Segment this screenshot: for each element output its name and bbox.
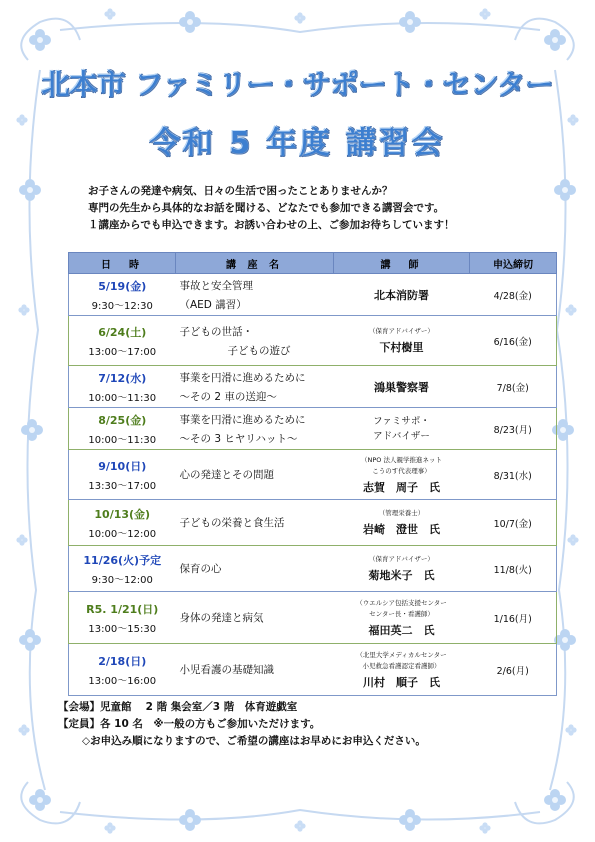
lecturer-cell: [334, 500, 470, 546]
date-label: 8/25(金): [98, 413, 147, 427]
course-title: 子どもの世話・: [179, 325, 253, 338]
lecturer-name: 下村樹里: [379, 341, 424, 354]
header-datetime: 日 時: [69, 253, 176, 274]
course-cell: [175, 316, 333, 366]
intro-line: １講座からでも申込できます。お誘い合わせの上、ご参加お待ちしています！: [88, 219, 455, 231]
date-cell: [69, 450, 176, 500]
header-lecturer: 講 師: [334, 253, 470, 274]
lecturer-name: 川村 順子 氏: [362, 675, 440, 689]
date-label: 5/19(金): [98, 279, 147, 293]
deadline-cell: 10/7(金): [469, 500, 556, 546]
time-label: 13:00～17:00: [88, 346, 157, 358]
deadline-cell: 7/8(金): [469, 366, 556, 408]
lecturer-name: 志賀 周子 氏: [362, 480, 440, 494]
date-cell: [69, 644, 176, 696]
lecturer-cell: [334, 316, 470, 366]
date-cell: [69, 500, 176, 546]
lecturer-affiliation: （保育アドバイザー）: [369, 555, 434, 563]
lecturer-cell: [334, 366, 470, 408]
date-cell: [69, 408, 176, 450]
lecturer-affiliation: （管理栄養士）: [378, 509, 425, 517]
date-label: 11/26(火)予定: [83, 553, 162, 567]
date-cell: [69, 274, 176, 316]
table-row: [69, 366, 557, 408]
table-header-row: [69, 253, 557, 274]
lecturer-cell: [334, 408, 470, 450]
date-label: R5. 1/21(日): [86, 602, 159, 616]
time-label: 13:00～15:30: [88, 623, 157, 635]
course-title: 子どもの栄養と食生活: [179, 517, 285, 529]
date-label: 6/24(土): [98, 325, 147, 339]
table-row: [69, 274, 557, 316]
deadline-cell: 8/23(月): [469, 408, 556, 450]
table-row: [69, 450, 557, 500]
footer-info: [58, 699, 426, 750]
intro-line: 専門の先生から具体的なお話を聞ける、どなたでも参加できる講習会です。: [88, 202, 445, 214]
deadline-cell: 4/28(金): [469, 274, 556, 316]
date-label: 10/13(金): [94, 507, 151, 521]
intro-line: お子さんの発達や病気、日々の生活で困ったことありませんか？: [88, 185, 393, 197]
lecturer-cell: [334, 450, 470, 500]
lecturer-cell: [334, 274, 470, 316]
course-subtitle: （AED 講習）: [179, 298, 247, 311]
course-title: 小児看護の基礎知識: [179, 664, 274, 676]
lecturer-affiliation-2: センター長・看護師）: [369, 609, 434, 618]
table-row: [69, 408, 557, 450]
lecturer-name: 鴻巣警察署: [373, 380, 429, 394]
course-cell: [175, 366, 333, 408]
table-row: [69, 500, 557, 546]
schedule-table: [68, 252, 557, 696]
table-row: [69, 592, 557, 644]
date-cell: [69, 366, 176, 408]
deadline-cell: 6/16(金): [469, 316, 556, 366]
lecturer-cell: [334, 546, 470, 592]
lecturer-name: 北本消防署: [373, 288, 429, 302]
course-title: 心の発達とその問題: [179, 469, 274, 481]
course-subtitle: ～その 3 ヒヤリハット～: [179, 432, 298, 445]
note-text: ◇お申込み順になりますので、ご希望の講座はお早めにお申込ください。: [82, 735, 426, 747]
time-label: 10:00～11:30: [88, 392, 157, 404]
date-cell: [69, 316, 176, 366]
course-cell: [175, 644, 333, 696]
deadline-cell: 1/16(月): [469, 592, 556, 644]
lecturer-name: 岩崎 澄世 氏: [362, 523, 440, 536]
course-title: 事業を円滑に進めるために: [179, 371, 306, 384]
table-row: [69, 546, 557, 592]
lecturer-cell: [334, 644, 470, 696]
intro-text: [88, 183, 548, 234]
table-row: [69, 644, 557, 696]
deadline-cell: 2/6(月): [469, 644, 556, 696]
deadline-cell: 8/31(水): [469, 450, 556, 500]
date-cell: [69, 592, 176, 644]
lecturer-name: ファミサポ・ アドバイザー: [373, 415, 430, 442]
time-label: 10:00～12:00: [88, 528, 157, 540]
deadline-cell: 11/8(火): [469, 546, 556, 592]
course-cell: [175, 500, 333, 546]
time-label: 9:30～12:00: [91, 574, 153, 586]
header-deadline: 申込締切: [469, 253, 556, 274]
page-title: 北本市 ファミリー・サポート・センター: [41, 68, 554, 101]
course-subtitle: 子どもの遊び: [227, 344, 291, 357]
course-title: 事故と安全管理: [179, 279, 253, 292]
venue-text: 【会場】児童館 2 階 集会室／3 階 体育遊戯室: [58, 701, 298, 713]
time-label: 9:30～12:30: [91, 300, 153, 312]
table-row: [69, 316, 557, 366]
course-subtitle: ～その 2 車の送迎～: [179, 390, 277, 403]
date-label: 7/12(水): [98, 371, 147, 385]
lecturer-name: 菊地米子 氏: [368, 569, 435, 582]
lecturer-affiliation: （保育アドバイザー）: [369, 327, 434, 335]
time-label: 13:00～16:00: [88, 675, 157, 687]
capacity-text: 【定員】各 10 名 ※一般の方もご参加いただけます。: [58, 718, 321, 730]
course-cell: [175, 274, 333, 316]
lecturer-affiliation: （北里大学メディカルセンター: [356, 650, 447, 659]
course-title: 事業を円滑に進めるために: [179, 413, 306, 426]
course-cell: [175, 546, 333, 592]
date-label: 9/10(日): [98, 459, 147, 473]
time-label: 13:30～17:00: [88, 480, 157, 492]
date-label: 2/18(日): [98, 654, 147, 668]
course-cell: [175, 592, 333, 644]
course-title: 保育の心: [179, 563, 222, 575]
time-label: 10:00～11:30: [88, 434, 157, 446]
lecturer-affiliation: （NPO 法人親学推進ネット: [361, 455, 442, 464]
lecturer-cell: [334, 592, 470, 644]
lecturer-affiliation: （ウエルシア包括支援センター: [356, 598, 447, 607]
course-cell: [175, 450, 333, 500]
course-title: 身体の発達と病気: [179, 612, 264, 624]
page-subtitle: 令和 5 年度 講習会: [149, 126, 446, 161]
lecturer-affiliation-2: 小児救急看護認定看護師）: [362, 661, 441, 670]
lecturer-name: 福田英二 氏: [368, 623, 435, 637]
date-cell: [69, 546, 176, 592]
header-course: 講 座 名: [175, 253, 333, 274]
lecturer-affiliation-2: こうのす代表理事）: [372, 466, 431, 475]
course-cell: [175, 408, 333, 450]
